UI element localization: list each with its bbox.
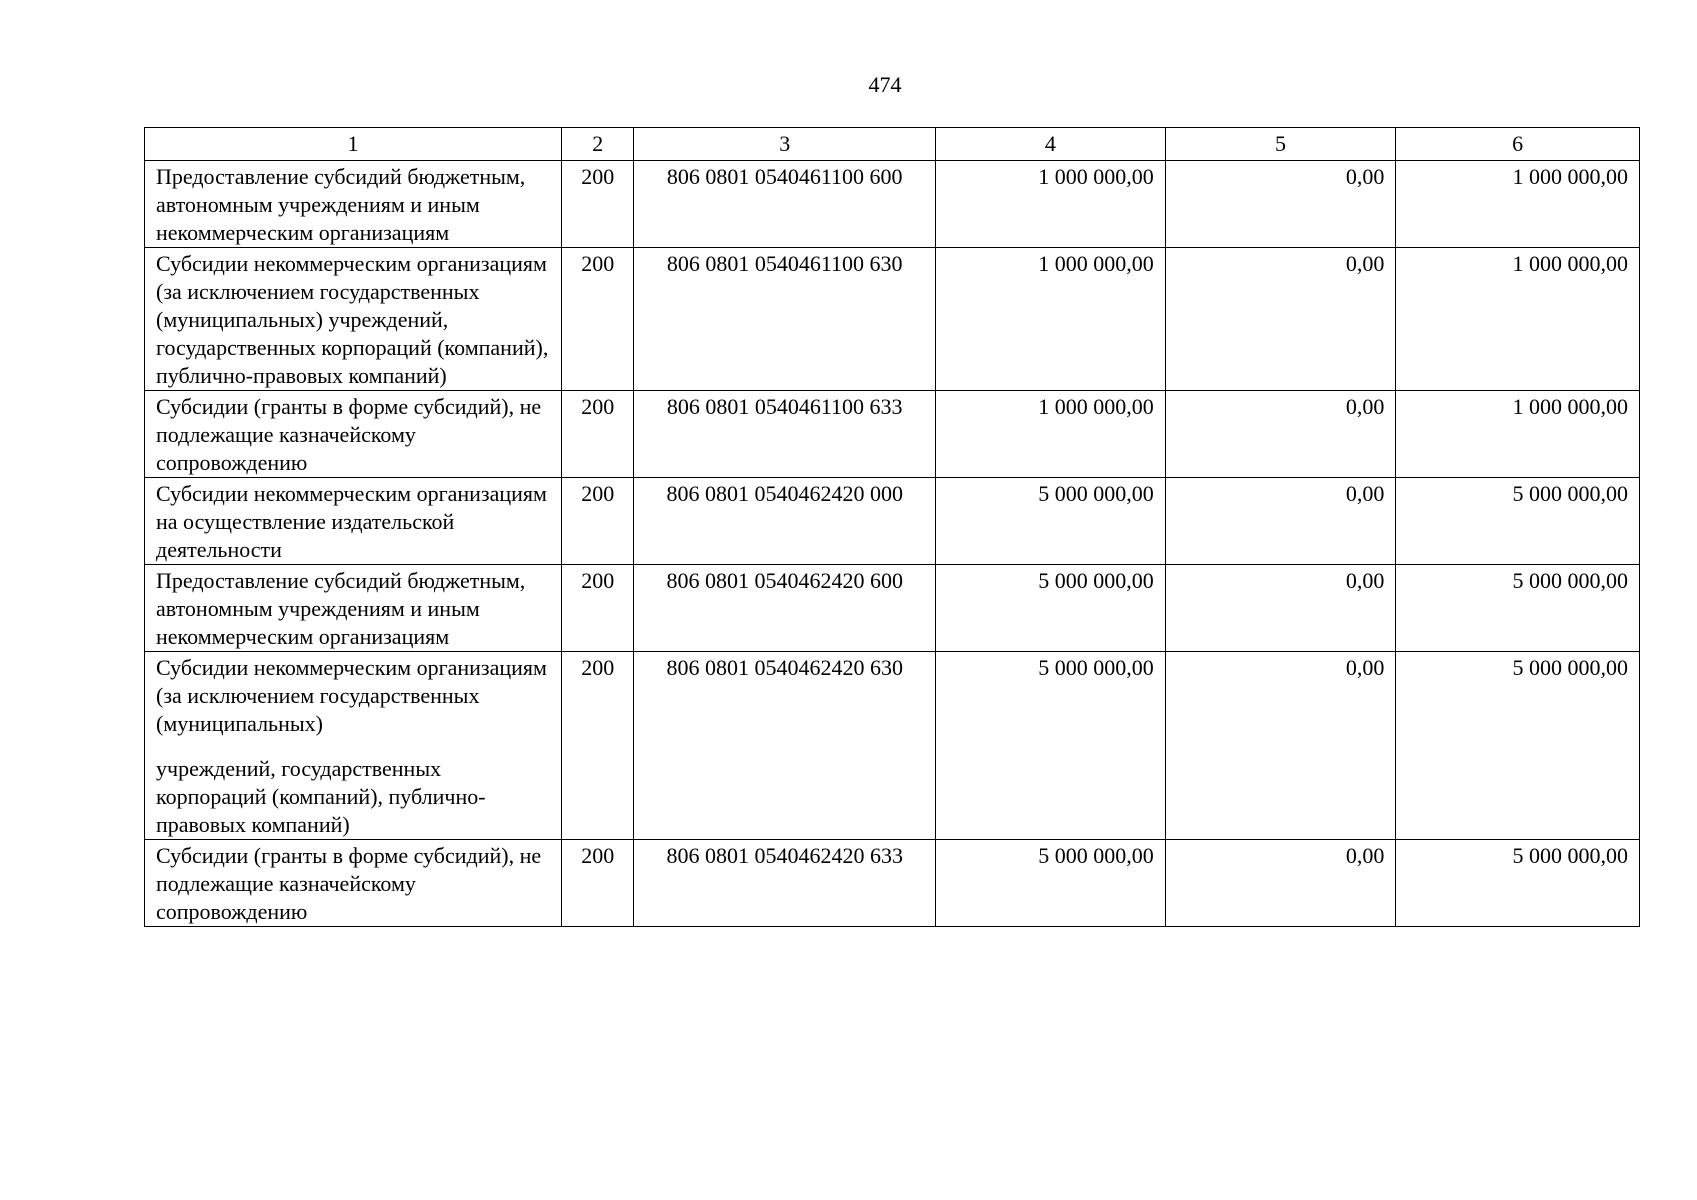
row-col5: 0,00 — [1165, 391, 1396, 478]
table-row — [145, 161, 1640, 248]
row-name: Субсидии (гранты в форме субсидий), не подлежащие казначейскому сопровождению — [145, 391, 562, 478]
row-col6: 5 000 000,00 — [1396, 840, 1640, 927]
row-col6: 1 000 000,00 — [1396, 161, 1640, 248]
row-col4: 1 000 000,00 — [936, 248, 1166, 391]
row-code: 806 0801 0540461100 600 — [634, 161, 936, 248]
budget-table — [144, 127, 1640, 927]
column-header-3: 3 — [634, 128, 936, 161]
table-row — [145, 478, 1640, 565]
column-header-6: 6 — [1396, 128, 1640, 161]
row-code: 806 0801 0540462420 630 — [634, 652, 936, 840]
row-code: 806 0801 0540461100 630 — [634, 248, 936, 391]
row-col4: 5 000 000,00 — [936, 840, 1166, 927]
row-code: 806 0801 0540461100 633 — [634, 391, 936, 478]
row-col5: 0,00 — [1165, 652, 1396, 840]
row-col5: 0,00 — [1165, 840, 1396, 927]
row-col4: 5 000 000,00 — [936, 565, 1166, 652]
table-header-row — [145, 128, 1640, 161]
row-name: Субсидии (гранты в форме субсидий), не подлежащие казначейскому сопровождению — [145, 840, 562, 927]
page-number: 474 — [868, 72, 902, 97]
row-name: Предоставление субсидий бюджетным, автономным учреждениям и иным некоммерческим организациям — [145, 565, 562, 652]
row-name: Субсидии некоммерческим организациям (за исключением государственных (муниципальных) учреждений, государственных корпораций (компаний), публично-правовых компаний) — [145, 248, 562, 391]
row-col6: 5 000 000,00 — [1396, 565, 1640, 652]
column-header-5: 5 — [1165, 128, 1396, 161]
row-col5: 0,00 — [1165, 565, 1396, 652]
row-col2: 200 — [562, 478, 634, 565]
column-header-1: 1 — [145, 128, 562, 161]
row-name-part-2: учреждений, государственных корпораций (компаний), публично-правовых компаний) — [156, 756, 486, 837]
row-col2: 200 — [562, 840, 634, 927]
line-gap — [156, 738, 550, 755]
row-code: 806 0801 0540462420 633 — [634, 840, 936, 927]
row-col5: 0,00 — [1165, 478, 1396, 565]
row-col4: 5 000 000,00 — [936, 478, 1166, 565]
row-col4: 1 000 000,00 — [936, 391, 1166, 478]
row-code: 806 0801 0540462420 000 — [634, 478, 936, 565]
table-row — [145, 565, 1640, 652]
row-col2: 200 — [562, 565, 634, 652]
table-row — [145, 248, 1640, 391]
row-col6: 5 000 000,00 — [1396, 652, 1640, 840]
row-col2: 200 — [562, 248, 634, 391]
row-name: Субсидии некоммерческим организациям на осуществление издательской деятельности — [145, 478, 562, 565]
row-name: Предоставление субсидий бюджетным, автономным учреждениям и иным некоммерческим организациям — [145, 161, 562, 248]
row-col6: 1 000 000,00 — [1396, 391, 1640, 478]
row-col2: 200 — [562, 161, 634, 248]
table-row — [145, 840, 1640, 927]
row-name — [145, 652, 562, 840]
table-row — [145, 652, 1640, 840]
row-col6: 5 000 000,00 — [1396, 478, 1640, 565]
row-col6: 1 000 000,00 — [1396, 248, 1640, 391]
column-header-4: 4 — [936, 128, 1166, 161]
row-col2: 200 — [562, 391, 634, 478]
row-name-part-1: Субсидии некоммерческим организациям (за исключением государственных (муниципальных) — [156, 655, 547, 736]
row-col2: 200 — [562, 652, 634, 840]
column-header-2: 2 — [562, 128, 634, 161]
row-col5: 0,00 — [1165, 248, 1396, 391]
row-col4: 5 000 000,00 — [936, 652, 1166, 840]
table-row — [145, 391, 1640, 478]
row-code: 806 0801 0540462420 600 — [634, 565, 936, 652]
row-col4: 1 000 000,00 — [936, 161, 1166, 248]
row-col5: 0,00 — [1165, 161, 1396, 248]
